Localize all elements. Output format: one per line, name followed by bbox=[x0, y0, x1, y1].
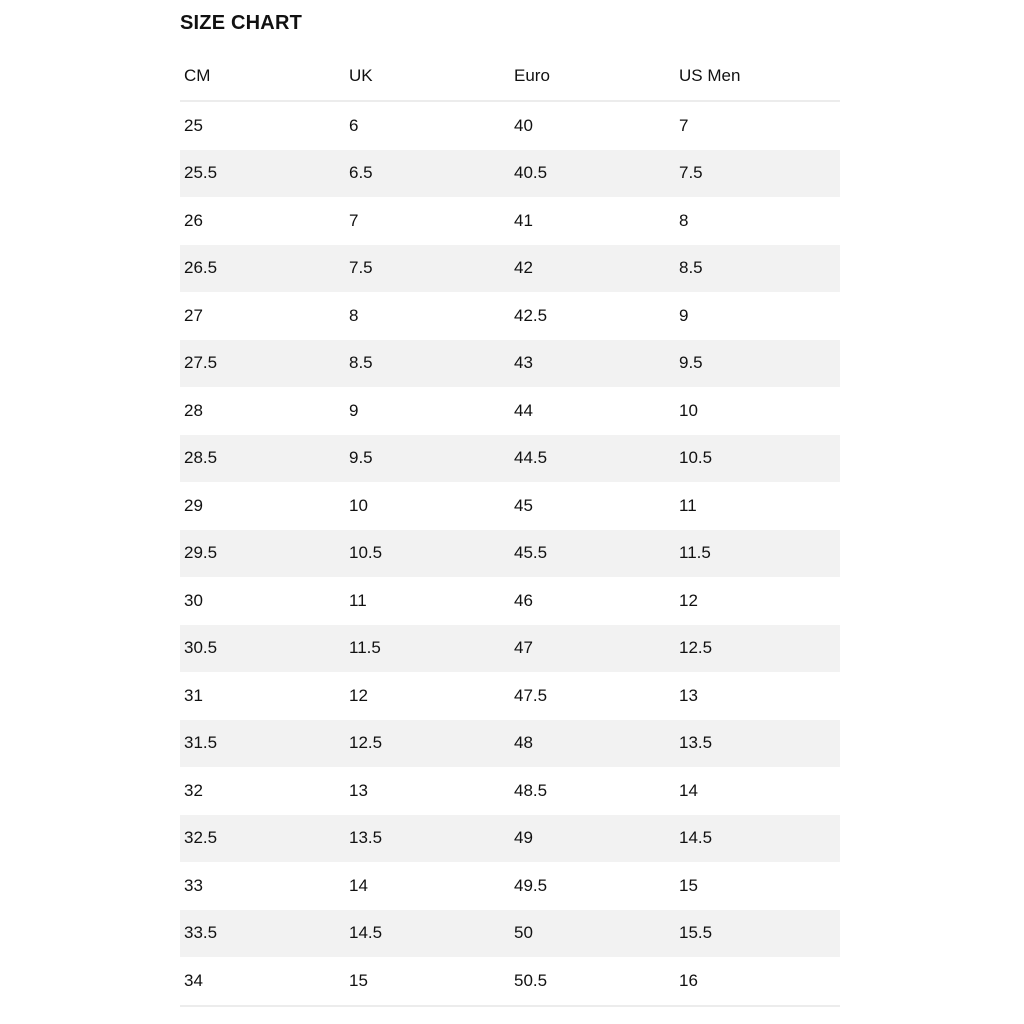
cell-uk: 9.5 bbox=[349, 448, 373, 468]
cell-uk: 14 bbox=[349, 875, 368, 895]
cell-euro: 44.5 bbox=[514, 448, 548, 468]
size-chart-table bbox=[180, 52, 840, 1007]
table-row bbox=[180, 102, 840, 150]
table-row bbox=[180, 530, 840, 578]
cell-uk: 7 bbox=[349, 210, 359, 230]
table-row bbox=[180, 672, 840, 720]
cell-us-men: 15 bbox=[679, 875, 698, 895]
cell-us-men: 8 bbox=[679, 210, 689, 230]
cell-euro: 45 bbox=[514, 495, 533, 515]
cell-cm: 27.5 bbox=[184, 353, 218, 373]
cell-cm: 25.5 bbox=[184, 163, 218, 183]
cell-euro: 47.5 bbox=[514, 685, 548, 705]
cell-euro: 46 bbox=[514, 590, 533, 610]
cell-euro: 50 bbox=[514, 923, 533, 943]
table-row bbox=[180, 482, 840, 530]
cell-cm: 25 bbox=[184, 115, 203, 135]
table-row bbox=[180, 387, 840, 435]
table-row bbox=[180, 957, 840, 1007]
cell-cm: 27 bbox=[184, 305, 203, 325]
cell-cm: 28.5 bbox=[184, 448, 218, 468]
cell-uk: 13.5 bbox=[349, 828, 383, 848]
table-row bbox=[180, 767, 840, 815]
cell-uk: 14.5 bbox=[349, 923, 383, 943]
cell-uk: 7.5 bbox=[349, 258, 373, 278]
table-row bbox=[180, 720, 840, 768]
cell-euro: 50.5 bbox=[514, 970, 548, 990]
cell-euro: 47 bbox=[514, 638, 533, 658]
cell-uk: 9 bbox=[349, 400, 359, 420]
cell-uk: 8.5 bbox=[349, 353, 373, 373]
column-header-cm: CM bbox=[184, 66, 211, 85]
cell-us-men: 10 bbox=[679, 400, 698, 420]
table-row bbox=[180, 910, 840, 958]
cell-us-men: 13.5 bbox=[679, 733, 713, 753]
cell-uk: 15 bbox=[349, 970, 368, 990]
cell-uk: 8 bbox=[349, 305, 359, 325]
cell-cm: 29.5 bbox=[184, 543, 218, 563]
cell-euro: 42.5 bbox=[514, 305, 548, 325]
table-row bbox=[180, 150, 840, 198]
cell-euro: 45.5 bbox=[514, 543, 548, 563]
cell-uk: 10 bbox=[349, 495, 368, 515]
cell-euro: 43 bbox=[514, 353, 533, 373]
cell-euro: 48.5 bbox=[514, 780, 548, 800]
cell-uk: 10.5 bbox=[349, 543, 383, 563]
cell-uk: 6.5 bbox=[349, 163, 373, 183]
table-row bbox=[180, 292, 840, 340]
cell-us-men: 14 bbox=[679, 780, 698, 800]
cell-uk: 11 bbox=[349, 590, 367, 610]
cell-us-men: 11 bbox=[679, 495, 697, 515]
cell-cm: 26 bbox=[184, 210, 203, 230]
cell-uk: 11.5 bbox=[349, 638, 381, 658]
cell-us-men: 9.5 bbox=[679, 353, 703, 373]
cell-uk: 13 bbox=[349, 780, 368, 800]
table-row bbox=[180, 435, 840, 483]
cell-us-men: 14.5 bbox=[679, 828, 713, 848]
cell-cm: 30.5 bbox=[184, 638, 218, 658]
cell-cm: 31.5 bbox=[184, 733, 218, 753]
table-row bbox=[180, 862, 840, 910]
cell-us-men: 16 bbox=[679, 970, 698, 990]
cell-us-men: 9 bbox=[679, 305, 689, 325]
cell-cm: 32 bbox=[184, 780, 203, 800]
cell-euro: 40.5 bbox=[514, 163, 548, 183]
cell-us-men: 13 bbox=[679, 685, 698, 705]
table-row bbox=[180, 577, 840, 625]
cell-us-men: 12.5 bbox=[679, 638, 713, 658]
table-row bbox=[180, 245, 840, 293]
cell-cm: 31 bbox=[184, 685, 203, 705]
cell-us-men: 10.5 bbox=[679, 448, 713, 468]
cell-cm: 32.5 bbox=[184, 828, 218, 848]
cell-us-men: 7 bbox=[679, 115, 689, 135]
cell-cm: 34 bbox=[184, 970, 203, 990]
table-row bbox=[180, 815, 840, 863]
table-row bbox=[180, 625, 840, 673]
column-header-uk: UK bbox=[349, 66, 373, 85]
cell-euro: 42 bbox=[514, 258, 533, 278]
cell-euro: 40 bbox=[514, 115, 533, 135]
cell-euro: 49 bbox=[514, 828, 533, 848]
cell-euro: 44 bbox=[514, 400, 533, 420]
table-header-row bbox=[180, 52, 840, 102]
cell-us-men: 15.5 bbox=[679, 923, 713, 943]
cell-cm: 26.5 bbox=[184, 258, 218, 278]
cell-us-men: 7.5 bbox=[679, 163, 703, 183]
cell-cm: 28 bbox=[184, 400, 203, 420]
cell-euro: 49.5 bbox=[514, 875, 548, 895]
cell-us-men: 11.5 bbox=[679, 543, 711, 563]
cell-cm: 29 bbox=[184, 495, 203, 515]
table-body bbox=[180, 102, 840, 1007]
page-title: SIZE CHART bbox=[180, 12, 302, 34]
cell-uk: 12 bbox=[349, 685, 368, 705]
column-header-us-men: US Men bbox=[679, 66, 741, 85]
cell-cm: 30 bbox=[184, 590, 203, 610]
cell-euro: 48 bbox=[514, 733, 533, 753]
cell-us-men: 8.5 bbox=[679, 258, 703, 278]
cell-cm: 33.5 bbox=[184, 923, 218, 943]
cell-cm: 33 bbox=[184, 875, 203, 895]
cell-us-men: 12 bbox=[679, 590, 698, 610]
cell-uk: 12.5 bbox=[349, 733, 383, 753]
column-header-euro: Euro bbox=[514, 66, 550, 85]
cell-euro: 41 bbox=[514, 210, 533, 230]
table-row bbox=[180, 197, 840, 245]
cell-uk: 6 bbox=[349, 115, 359, 135]
table-row bbox=[180, 340, 840, 388]
